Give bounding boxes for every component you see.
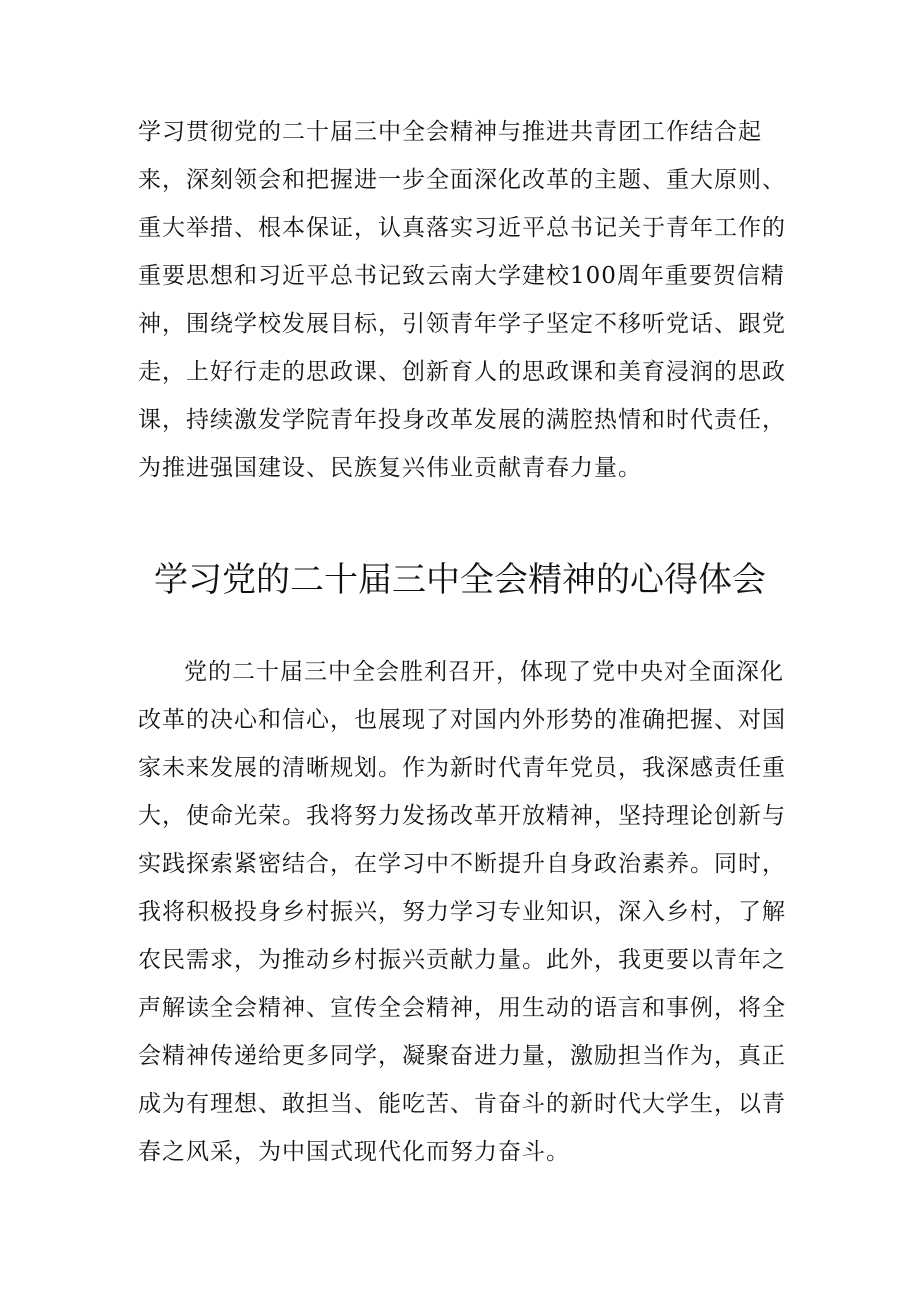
body-paragraph-2: 党的二十届三中全会胜利召开，体现了党中央对全面深化改革的决心和信心，也展现了对国内外形势的准确把握、对国家未来发展的清晰规划。作为新时代青年党员，我深感责任重大，使命光荣。我将努力发扬改革开放精神，坚持理论创新与实践探索紧密结合，在学习中不断提升自身政治素养。同时，我将积极投身乡村振兴，努力学习专业知识，深入乡村，了解农民需求，为推动乡村振兴贡献力量。此外，我更要以青年之声解读全会精神、宣传全会精神，用生动的语言和事例，将全会精神传递给更多同学，凝聚奋进力量，激励担当作为，真正成为有理想、敢担当、能吃苦、肯奋斗的新时代大学生，以青春之风采，为中国式现代化而努力奋斗。 xyxy=(138,659,786,1165)
section-title: 学习党的二十届三中全会精神的心得体会 xyxy=(154,560,766,600)
body-paragraph-1: 学习贯彻党的二十届三中全会精神与推进共青团工作结合起来，深刻领会和把握进一步全面深化改革的主题、重大原则、重大举措、根本保证，认真落实习近平总书记关于青年工作的重要思想和习近平总书记致云南大学建校100周年重要贺信精神，围绕学校发展目标，引领青年学子坚定不移听党话、跟党走，上好行走的思政课、创新育人的思政课和美育浸润的思政课，持续激发学院青年投身改革发展的满腔热情和时代责任，为推进强国建设、民族复兴伟业贡献青春力量。 xyxy=(138,119,786,481)
